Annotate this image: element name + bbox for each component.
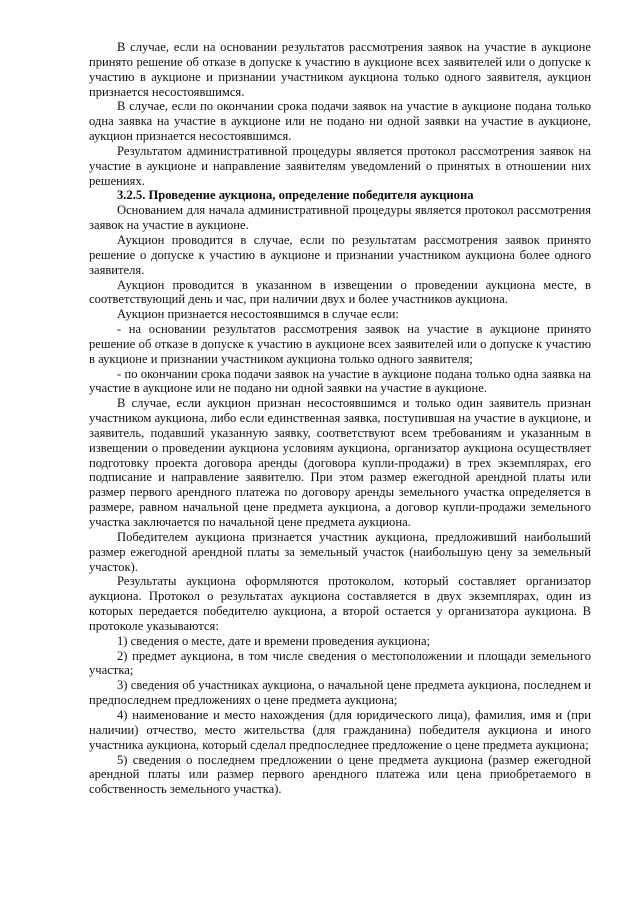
paragraph-procedure-basis: Основанием для начала административной процедуры является протокол рассмотрения заявок на участие в аукционе. [89,203,591,233]
list-item-failed-case-1: - на основании результатов рассмотрения заявок на участие в аукционе принято решение об отказе в допуске к участию в аукционе всех заявителей или о допуске к участию в аукционе и признании участником аукциона только одного заявителя; [89,322,591,366]
list-item-protocol-1: 1) сведения о месте, дате и времени проведения аукциона; [117,633,431,648]
section-heading-3-2-5: 3.2.5. Проведение аукциона, определение победителя аукциона [117,188,474,203]
paragraph-single-application: В случае, если по окончании срока подачи заявок на участие в аукционе подана только одна заявка на участие в аукционе или не подано ни одной заявки на участие в аукционе, аукцион признается несостоявшимся. [89,99,591,144]
list-item-protocol-4: 4) наименование и место нахождения (для юридического лица), фамилия, имя и (при наличии) отчество, место жительства (для гражданина) победителя аукциона и иного участника аукциона, который сделал предпоследнее предложение о цене предмета аукциона; [89,707,591,752]
paragraph-auction-winner: Победителем аукциона признается участник аукциона, предложивший наибольший размер ежегодной арендной платы за земельный участок (наибольшую цену за земельный участок). [89,529,591,574]
list-item-protocol-5: 5) сведения о последнем предложении о цене предмета аукциона (размер ежегодной арендной платы или размер первого арендного платежа или цена приобретаемого в собственность земельного участка). [89,752,591,797]
paragraph-auction-protocol: Результаты аукциона оформляются протоколом, который составляет организатор аукциона. Протокол о результатах аукциона составляется в двух экземплярах, один из которых передается победителю аукциона, а второй остается у организатора аукциона. В протоколе указываются: [89,574,591,633]
paragraph-auction-place-time: Аукцион проводится в указанном в извещении о проведении аукциона месте, в соответствующий день и час, при наличии двух и более участников аукциона. [89,277,591,307]
list-item-protocol-3: 3) сведения об участниках аукциона, о начальной цене предмета аукциона, последнем и предпоследнем предложениях о цене предмета аукциона; [89,678,591,708]
paragraph-auction-held-condition: Аукцион проводится в случае, если по результатам рассмотрения заявок принято решение о допуске к участию в аукционе и признании участником аукциона более одного заявителя. [89,232,591,277]
list-item-failed-case-2: - по окончании срока подачи заявок на участие в аукционе подана только одна заявка на участие в аукционе или не подано ни одной заявки на участие в аукционе. [89,366,591,396]
list-item-protocol-2: 2) предмет аукциона, в том числе сведения о местоположении и площади земельного участка; [89,648,591,678]
paragraph-refusal-all-applicants: В случае, если на основании результатов рассмотрения заявок на участие в аукционе принято решение об отказе в допуске к участию в аукционе всех заявителей или о допуске к участию в аукционе и признании участником аукциона только одного заявителя, аукцион признается несостоявшимся. [89,40,591,99]
paragraph-auction-failed-cases: Аукцион признается несостоявшимся в случае если: [117,307,399,322]
paragraph-single-participant-contract: В случае, если аукцион признан несостоявшимся и только один заявитель признан участником аукциона, либо если единственная заявка, поступившая на участие в аукционе, и заявитель, подавший указанную заявку, соответствуют всем требованиям и указанным в извещении о проведении аукциона условиям аукциона, организатор аукциона осуществляет подготовку проекта договора аренды (договора купли-продажи) в трех экземплярах, его подписание и направление заявителю. При этом размер ежегодной арендной платы или размер первого арендного платежа по договору аренды земельного участка определяется в размере, равном начальной цене предмета аукциона, а договор купли-продажи земельного участка заключается по начальной цене предмета аукциона. [89,396,591,529]
document-page [89,40,591,797]
paragraph-procedure-result: Результатом административной процедуры является протокол рассмотрения заявок на участие в аукционе и направление заявителям уведомлений о принятых в отношении них решениях. [89,143,591,188]
